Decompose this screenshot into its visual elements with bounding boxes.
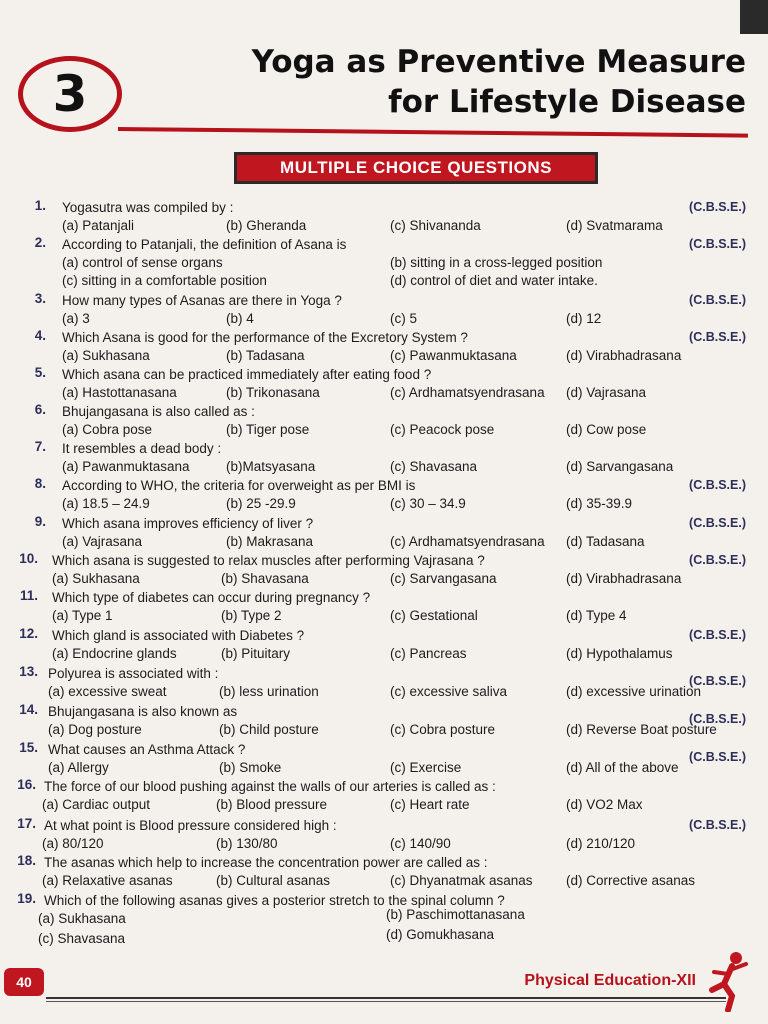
option-b: (b) Tiger pose: [226, 422, 310, 437]
cbse-tag: (C.B.S.E.): [689, 516, 746, 530]
option-b: (b) sitting in a cross-legged position: [390, 255, 603, 270]
cbse-tag: (C.B.S.E.): [689, 200, 746, 214]
question-text: According to Patanjali, the definition of Asana is: [62, 237, 347, 252]
cbse-tag: (C.B.S.E.): [689, 674, 746, 688]
option-a: (a) Sukhasana: [62, 348, 150, 363]
option-d: (d) Vajrasana: [566, 385, 647, 400]
option-a: (a) 80/120: [42, 836, 104, 851]
cbse-tag: (C.B.S.E.): [689, 553, 746, 567]
chapter-title-line-1: Yoga as Preventive Measure: [251, 44, 746, 80]
option-c: (c) Sarvangasana: [390, 571, 497, 586]
option-d: (d) Type 4: [566, 608, 627, 623]
option-a: (a) Type 1: [52, 608, 113, 623]
option-a: (a) Allergy: [48, 760, 109, 775]
option-c: (c) Pawanmuktasana: [390, 348, 517, 363]
cbse-tag: (C.B.S.E.): [689, 478, 746, 492]
option-d: (d) All of the above: [566, 760, 679, 775]
cbse-tag: (C.B.S.E.): [689, 293, 746, 307]
option-d: (d) Cow pose: [566, 422, 647, 437]
option-d: (d) Reverse Boat posture: [566, 722, 717, 737]
option-c: (c) 140/90: [390, 836, 451, 851]
option-b: (b) Cultural asanas: [216, 873, 331, 888]
option-c: (c) sitting in a comfortable position: [62, 273, 267, 288]
option-c: (c) Shivananda: [390, 218, 481, 233]
question-text: Bhujangasana is also called as :: [62, 404, 255, 419]
runner-figure-icon: [702, 950, 754, 1012]
question-number: 2.: [34, 235, 46, 250]
option-a: (a) control of sense organs: [62, 255, 223, 270]
option-b: (b) Type 2: [221, 608, 282, 623]
question-text: How many types of Asanas are there in Yoga ?: [62, 293, 342, 308]
question-number: 19.: [17, 891, 36, 906]
question-text: Bhujangasana is also known as: [48, 704, 238, 719]
chapter-title-line-2: for Lifestyle Disease: [388, 84, 746, 120]
option-a: (a) Sukhasana: [52, 571, 140, 586]
question-number: 12.: [19, 626, 38, 641]
question-text: Which gland is associated with Diabetes ?: [52, 628, 305, 643]
question-number: 16.: [17, 777, 36, 792]
option-d: (d) Virabhadrasana: [566, 348, 682, 363]
question-text: What causes an Asthma Attack ?: [48, 742, 246, 757]
question-number: 14.: [19, 702, 38, 717]
title-underline: [118, 127, 748, 138]
cbse-tag: (C.B.S.E.): [689, 750, 746, 764]
question-number: 8.: [34, 476, 46, 491]
question-text: Which asana is suggested to relax muscles after performing Vajrasana ?: [52, 553, 485, 568]
page-number: 40: [4, 968, 44, 996]
option-a: (a) Sukhasana: [38, 911, 126, 926]
question-number: 4.: [34, 328, 46, 343]
option-b: (b) Trikonasana: [226, 385, 320, 400]
option-b: (b) Makrasana: [226, 534, 314, 549]
option-d: (d) 35-39.9: [566, 496, 633, 511]
option-a: (a) Cobra pose: [62, 422, 153, 437]
question-number: 3.: [34, 291, 46, 306]
chapter-number: 3: [18, 56, 122, 132]
question-text: Which type of diabetes can occur during pregnancy ?: [52, 590, 371, 605]
question-text: The asanas which help to increase the concentration power are called as :: [44, 855, 488, 870]
option-c: (c) Dhyanatmak asanas: [390, 873, 533, 888]
option-d: (d) Virabhadrasana: [566, 571, 682, 586]
option-a: (a) Hastottanasana: [62, 385, 177, 400]
question-text: Which asana can be practiced immediately after eating food ?: [62, 367, 432, 382]
option-d: (d) Tadasana: [566, 534, 645, 549]
option-c: (c) Shavasana: [390, 459, 478, 474]
footer-rule: [46, 997, 726, 999]
option-c: (c) Cobra posture: [390, 722, 496, 737]
option-c: (c) Peacock pose: [390, 422, 495, 437]
question-text: It resembles a dead body :: [62, 441, 222, 456]
option-b: (b) Pituitary: [221, 646, 291, 661]
option-b: (b) Paschimottanasana: [386, 907, 525, 922]
option-b: (b) 4: [226, 311, 254, 326]
option-b: (b) less urination: [219, 684, 319, 699]
question-number: 10.: [19, 551, 38, 566]
option-d: (d) 12: [566, 311, 602, 326]
option-b: (b) Shavasana: [221, 571, 309, 586]
option-a: (a) Patanjali: [62, 218, 135, 233]
option-b: (b) Child posture: [219, 722, 319, 737]
option-a: (a) Pawanmuktasana: [62, 459, 190, 474]
question-text: According to WHO, the criteria for overweight as per BMI is: [62, 478, 416, 493]
option-c: (c) Ardhamatsyendrasana: [390, 385, 545, 400]
question-text: Which of the following asanas gives a posterior stretch to the spinal column ?: [44, 893, 505, 908]
question-number: 6.: [34, 402, 46, 417]
question-number: 13.: [19, 664, 38, 679]
option-c: (c) Exercise: [390, 760, 462, 775]
option-b: (b)Matsyasana: [226, 459, 316, 474]
option-d: (d) Sarvangasana: [566, 459, 674, 474]
cbse-tag: (C.B.S.E.): [689, 330, 746, 344]
option-a: (a) 3: [62, 311, 90, 326]
option-d: (d) Hypothalamus: [566, 646, 673, 661]
option-a: (a) Endocrine glands: [52, 646, 177, 661]
option-a: (a) Vajrasana: [62, 534, 143, 549]
cbse-tag: (C.B.S.E.): [689, 628, 746, 642]
cbse-tag: (C.B.S.E.): [689, 712, 746, 726]
question-number: 17.: [17, 816, 36, 831]
cbse-tag: (C.B.S.E.): [689, 237, 746, 251]
option-c: (c) 30 – 34.9: [390, 496, 466, 511]
option-b: (b) 130/80: [216, 836, 278, 851]
question-text: Which Asana is good for the performance of the Excretory System ?: [62, 330, 468, 345]
question-number: 9.: [34, 514, 46, 529]
option-d: (d) Corrective asanas: [566, 873, 696, 888]
option-c: (c) excessive saliva: [390, 684, 508, 699]
option-c: (c) 5: [390, 311, 417, 326]
question-number: 5.: [34, 365, 46, 380]
option-b: (b) Smoke: [219, 760, 282, 775]
footer-rule-thin: [46, 1001, 726, 1002]
question-number: 1.: [34, 198, 46, 213]
option-d: (d) Gomukhasana: [386, 927, 495, 942]
option-c: (c) Gestational: [390, 608, 478, 623]
option-d: (d) Svatmarama: [566, 218, 663, 233]
question-text: Yogasutra was compiled by :: [62, 200, 234, 215]
question-text: Which asana improves efficiency of liver ?: [62, 516, 314, 531]
question-number: 11.: [19, 588, 38, 603]
question-text: At what point is Blood pressure considered high :: [44, 818, 337, 833]
option-c: (c) Ardhamatsyendrasana: [390, 534, 545, 549]
option-b: (b) Tadasana: [226, 348, 305, 363]
option-d: (d) VO2 Max: [566, 797, 643, 812]
option-c: (c) Heart rate: [390, 797, 470, 812]
option-d: (d) control of diet and water intake.: [390, 273, 598, 288]
option-b: (b) Blood pressure: [216, 797, 328, 812]
option-a: (a) Dog posture: [48, 722, 142, 737]
option-b: (b) 25 -29.9: [226, 496, 296, 511]
option-b: (b) Gheranda: [226, 218, 307, 233]
section-banner: MULTIPLE CHOICE QUESTIONS: [234, 152, 598, 184]
option-a: (a) Relaxative asanas: [42, 873, 173, 888]
question-number: 15.: [19, 740, 38, 755]
option-a: (a) excessive sweat: [48, 684, 167, 699]
option-d: (d) 210/120: [566, 836, 636, 851]
option-a: (a) Cardiac output: [42, 797, 151, 812]
cbse-tag: (C.B.S.E.): [689, 818, 746, 832]
option-d: (d) excessive urination: [566, 684, 702, 699]
option-a: (a) 18.5 – 24.9: [62, 496, 150, 511]
option-c: (c) Pancreas: [390, 646, 467, 661]
question-number: 7.: [34, 439, 46, 454]
question-text: The force of our blood pushing against the walls of our arteries is called as :: [44, 779, 496, 794]
question-number: 18.: [17, 853, 36, 868]
page-corner: [740, 0, 768, 34]
option-c: (c) Shavasana: [38, 931, 126, 946]
question-text: Polyurea is associated with :: [48, 666, 219, 681]
book-title: Physical Education-XII: [524, 972, 696, 989]
